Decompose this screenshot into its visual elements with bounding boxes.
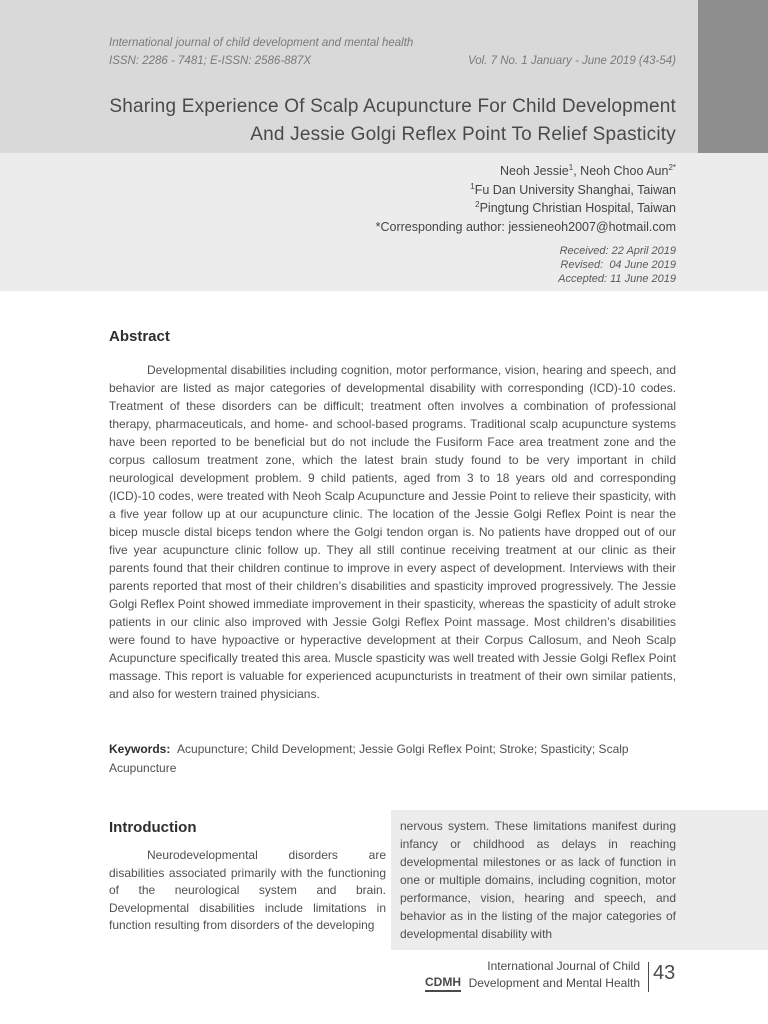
volume-info: Vol. 7 No. 1 January - June 2019 (43-54) xyxy=(468,55,676,67)
received-date: Received: 22 April 2019 xyxy=(559,245,676,257)
footer-divider xyxy=(648,962,649,992)
introduction-heading: Introduction xyxy=(109,819,197,836)
title-line-1: Sharing Experience Of Scalp Acupuncture For Child Development xyxy=(109,96,676,117)
author-2: Neoh Choo Aun xyxy=(580,164,669,178)
issn: ISSN: 2286 - 7481; E-ISSN: 2586-887X xyxy=(109,55,312,67)
author-1-sup: 1 xyxy=(568,162,574,172)
introduction-text-left: Neurodevelopmental disorders are disabilities associated primarily with the functioning of the neurological system and brain. Developmental disabilities include limitations in function resulting from disorders of the developing xyxy=(109,848,386,932)
corresponding-author: *Corresponding author: jessieneoh2007@hotmail.com xyxy=(375,219,676,234)
revised-date: Revised: 04 June 2019 xyxy=(560,259,676,271)
title-line-2: And Jessie Golgi Reflex Point To Relief Spasticity xyxy=(250,124,676,145)
page-number: 43 xyxy=(653,962,676,984)
keywords-text: Acupuncture; Child Development; Jessie Golgi Reflex Point; Stroke; Spasticity; Scalp Acupuncture xyxy=(109,742,629,775)
author-1: Neoh Jessie xyxy=(499,164,569,178)
introduction-text-right: nervous system. These limitations manifest during infancy or childhood as delays in reaching developmental milestones or as lack of function in one or multiple domains, including cognition, motor performance, vision, hearing and speech, and behavior as in the listing of the major categories of developmental disability with xyxy=(400,819,676,941)
author-line: Neoh Jessie$^1$, Neoh Choo Aun$^{2*}$ xyxy=(499,162,676,178)
footer-journal-name xyxy=(469,958,640,992)
affiliation-2 xyxy=(376,199,676,218)
abstract-heading: Abstract xyxy=(109,328,170,345)
author-block xyxy=(376,162,676,236)
accepted-date: Accepted: 11 June 2019 xyxy=(558,273,676,285)
affiliation-1 xyxy=(376,181,676,200)
affiliation-1-text: Fu Dan University Shanghai, Taiwan xyxy=(474,182,676,197)
affiliation-1-sup: 1 xyxy=(470,181,475,191)
cdmh-logo: CDMH xyxy=(425,975,461,992)
footer-journal-line-2: Development and Mental Health xyxy=(468,976,640,990)
footer-journal-line-1: International Journal of Child xyxy=(487,959,640,973)
journal-name: International journal of child development and mental health xyxy=(109,37,414,49)
affiliation-2-text: Pingtung Christian Hospital, Taiwan xyxy=(479,201,676,215)
paper-title xyxy=(76,93,676,149)
keywords-label: Keywords: xyxy=(109,742,171,756)
header-tab xyxy=(698,0,768,153)
keywords xyxy=(109,740,676,778)
affiliation-2-sup: 2 xyxy=(475,199,480,209)
author-2-sup: 2* xyxy=(668,162,676,172)
abstract-text: Developmental disabilities including cognition, motor performance, vision, hearing and speech, and behavior are listed as major categories of developmental disability with corresponding (ICD)-10 codes. Treatment of these disorders can be difficult; treatment often involves a combination of professional therapy, pharmaceuticals, and home- and school-based programs. Traditional scalp acupuncture systems have been reported to be beneficial but do not include the Fusiform Face area treatment zone and the corpus callosum treatment zone, which the latest brain study found to be very important in child neurological development problem. 9 child patients, aged from 3 to 18 years old and corresponding (ICD)-10 codes, were treated with Neoh Scalp Acupuncture and Jessie Point to relieve their spasticity, with a five year follow up at our acupuncture clinic. The location of the Jessie Golgi Reflex Point is near the bicep muscle distal biceps tendon where the Golgi tendon organ is. No patients have dropped out of our five year acupuncture clinic follow up. They all still continue receiving treatment at our clinic as their parents found that their children continue to improve in every aspect of development. Interviews with their parents reported that most of their children’s disabilities and spasticity improved progressively. The Jessie Golgi Reflex Point showed immediate improvement in their spasticity, whereas the spasticity of adult stroke patients in our clinic also improved with Jessie Golgi Reflex Point massage. Most children’s disabilities were found to have hypoactive or hyperactive development at their Corpus Callosum, and Neoh Scalp Acupuncture specifically treated this area. Muscle spasticity was well treated with Jessie Golgi Reflex Point massage. This report is valuable for experienced acupuncturists in treatment of their own similar patients, and also for western trained physicians. xyxy=(109,363,676,701)
dates-block xyxy=(558,244,676,286)
